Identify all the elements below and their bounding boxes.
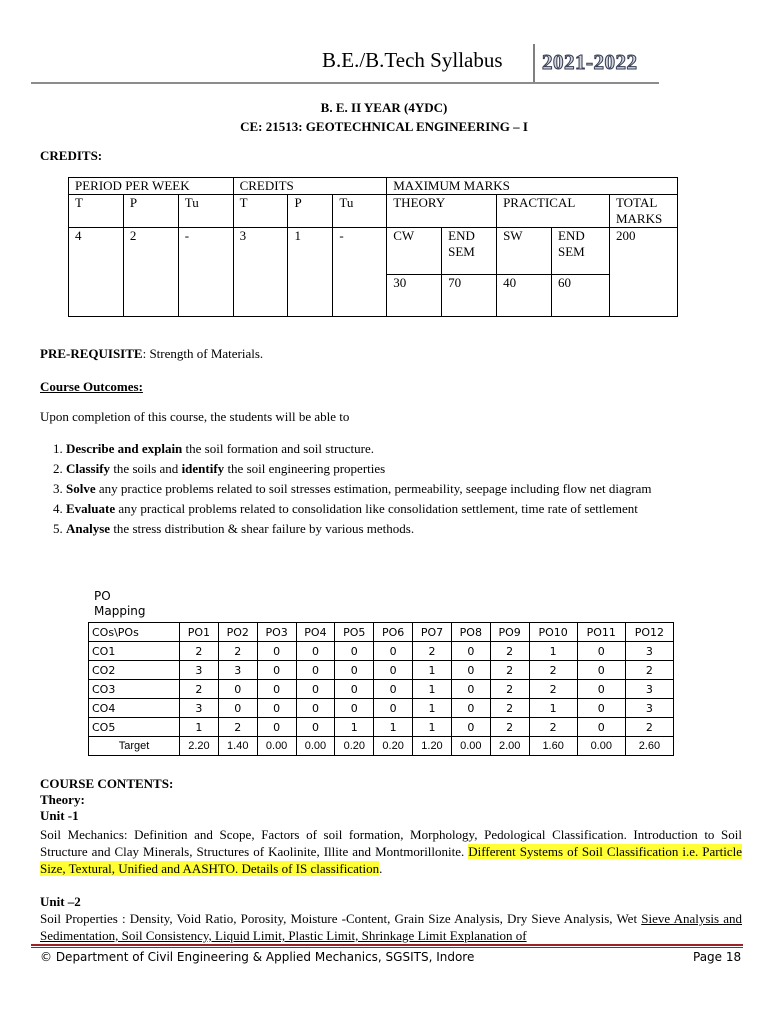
table-cell: 0 <box>577 642 625 661</box>
table-cell: 2 <box>490 642 529 661</box>
outcome-verb: Analyse <box>66 521 111 536</box>
table-cell: 1 <box>335 718 374 737</box>
po-header-cell: PO4 <box>296 623 335 642</box>
table-cell: 0 <box>296 718 335 737</box>
table-cell: 0 <box>257 661 296 680</box>
target-cell: 2.60 <box>625 737 673 756</box>
credits-label: CREDITS: <box>40 148 103 163</box>
outcome-item <box>66 459 746 479</box>
table-row <box>89 718 674 737</box>
table-cell: 0 <box>451 680 490 699</box>
practical-end-sem-value: 60 <box>552 274 610 316</box>
table-cell: 2 <box>413 642 452 661</box>
table-cell: 0 <box>577 699 625 718</box>
table-cell: 0 <box>296 642 335 661</box>
table-row <box>89 642 674 661</box>
course-contents-block <box>40 776 173 824</box>
po-header-cell: PO2 <box>218 623 257 642</box>
table-cell: 3 <box>625 680 673 699</box>
table-cell: 0 <box>257 718 296 737</box>
course-contents-heading: COURSE CONTENTS: <box>40 776 174 791</box>
table-cell: 0 <box>451 718 490 737</box>
table-cell: 1 <box>413 718 452 737</box>
target-cell: 2.00 <box>490 737 529 756</box>
period-p: P <box>123 195 178 228</box>
table-cell: 0 <box>296 699 335 718</box>
credit-t: T <box>233 195 288 228</box>
table-cell: 0 <box>577 718 625 737</box>
table-cell: 0 <box>335 699 374 718</box>
course-outcomes-list <box>40 439 746 539</box>
cw-header: CW <box>387 228 442 275</box>
unit2-content <box>40 910 742 944</box>
outcome-item <box>66 499 746 519</box>
table-cell: 0 <box>335 680 374 699</box>
theory-end-sem-value: 70 <box>442 274 497 316</box>
table-cell: 2 <box>490 680 529 699</box>
table-cell: 2 <box>529 661 577 680</box>
table-cell: 0 <box>374 642 413 661</box>
po-mapping-table <box>88 622 674 756</box>
footer-rule <box>31 944 743 946</box>
target-label: Target <box>89 737 180 756</box>
table-cell: 1 <box>413 680 452 699</box>
table-cell: 3 <box>180 699 219 718</box>
target-cell: 1.20 <box>413 737 452 756</box>
target-row <box>89 737 674 756</box>
table-cell: CO3 <box>89 680 180 699</box>
table-cell: 0 <box>257 642 296 661</box>
target-cell: 0.00 <box>451 737 490 756</box>
target-cell: 2.20 <box>180 737 219 756</box>
period-t: T <box>69 195 124 228</box>
table-cell: 0 <box>218 680 257 699</box>
table-cell: CO4 <box>89 699 180 718</box>
credit-p-value: 1 <box>288 228 333 317</box>
po-header-cell: PO6 <box>374 623 413 642</box>
table-cell: 2 <box>529 718 577 737</box>
table-cell: 0 <box>335 642 374 661</box>
target-cell: 1.40 <box>218 737 257 756</box>
outcome-item <box>66 519 746 539</box>
theory-header: THEORY <box>387 195 497 228</box>
table-cell: 2 <box>218 718 257 737</box>
table-cell: 3 <box>625 699 673 718</box>
outcome-verb: Classify <box>66 461 111 476</box>
table-cell: 0 <box>374 699 413 718</box>
outcome-verb: identify <box>181 461 225 476</box>
table-cell: 1 <box>374 718 413 737</box>
po-header-cell: PO1 <box>180 623 219 642</box>
target-cell: 0.20 <box>374 737 413 756</box>
table-cell: 3 <box>625 642 673 661</box>
outcome-verb: Describe and explain <box>66 441 183 456</box>
unit2-underlined-text: Sieve Analysis and Sedimentation, Soil Consistency, Liquid Limit, Plastic Limit, Shrinkage Limit Explanation of <box>40 911 742 943</box>
target-cell: 0.00 <box>257 737 296 756</box>
practical-end-sem-header: END SEM <box>552 228 610 275</box>
unit1-heading: Unit -1 <box>40 808 79 823</box>
cw-value: 30 <box>387 274 442 316</box>
po-header-row <box>89 623 674 642</box>
target-cell: 0.00 <box>296 737 335 756</box>
table-cell: 2 <box>490 699 529 718</box>
table-cell: 2 <box>625 718 673 737</box>
table-cell: 0 <box>257 699 296 718</box>
table-row <box>89 661 674 680</box>
credit-t-value: 3 <box>233 228 288 317</box>
table-row <box>89 699 674 718</box>
po-header-cell: PO11 <box>577 623 625 642</box>
table-row <box>89 680 674 699</box>
course-outcomes-intro: Upon completion of this course, the students will be able to <box>40 409 350 424</box>
outcome-item <box>66 479 746 499</box>
table-cell: 2 <box>180 642 219 661</box>
table-cell: 2 <box>490 718 529 737</box>
po-header-cell: PO12 <box>625 623 673 642</box>
table-cell: 0 <box>374 680 413 699</box>
table-cell: 0 <box>257 680 296 699</box>
table-cell: CO5 <box>89 718 180 737</box>
practical-header: PRACTICAL <box>497 195 610 228</box>
credit-tu-value: - <box>333 228 387 317</box>
po-header-cell: PO8 <box>451 623 490 642</box>
credit-p: P <box>288 195 333 228</box>
table-cell: CO2 <box>89 661 180 680</box>
course-outcomes-heading: Course Outcomes: <box>40 379 143 394</box>
total-marks-value: 200 <box>609 228 677 317</box>
prerequisite-label: PRE-REQUISITE <box>40 346 143 361</box>
po-header-cell: PO10 <box>529 623 577 642</box>
unit1-end: . <box>379 861 383 876</box>
sw-value: 40 <box>497 274 552 316</box>
outcome-verb: Solve <box>66 481 96 496</box>
footer-department: © Department of Civil Engineering & Applied Mechanics, SGSITS, Indore <box>40 950 475 964</box>
outcome-verb: Evaluate <box>66 501 116 516</box>
unit1-text: Soil Mechanics: Definition and Scope, Factors of soil formation, Morphology, Pedological Classification. Introduction to Soil Structure and Clay Minerals, Structures of Kaolinite, Illite and Montmorillonite. <box>40 827 742 859</box>
credits-header: CREDITS <box>233 178 387 195</box>
table-cell: 1 <box>413 661 452 680</box>
table-cell: 3 <box>218 661 257 680</box>
prerequisite <box>40 346 263 362</box>
po-header-cell: PO3 <box>257 623 296 642</box>
table-cell: 0 <box>577 680 625 699</box>
target-cell: 0.00 <box>577 737 625 756</box>
sw-header: SW <box>497 228 552 275</box>
theory-heading: Theory: <box>40 792 85 807</box>
po-header-cell: COs\POs <box>89 623 180 642</box>
table-cell: 1 <box>529 699 577 718</box>
po-header-cell: PO7 <box>413 623 452 642</box>
unit2-text: Soil Properties : Density, Void Ratio, Porosity, Moisture -Content, Grain Size Analysis, Dry Sieve Analysis, Wet <box>40 911 642 926</box>
period-tu: Tu <box>178 195 233 228</box>
po-header-cell: PO5 <box>335 623 374 642</box>
outcome-item <box>66 439 746 459</box>
table-cell: 2 <box>529 680 577 699</box>
credit-tu: Tu <box>333 195 387 228</box>
table-cell: 2 <box>625 661 673 680</box>
unit1-highlighted-text: Different Systems of Soil Classification i.e. Particle Size, Textural, Unified and AASHTO. Details of IS classification <box>40 844 743 876</box>
table-cell: 0 <box>451 699 490 718</box>
outcome-text: the soils and <box>110 461 182 476</box>
outcome-text: any practical problems related to consolidation like consolidation settlement, time rate of settlement <box>115 501 638 516</box>
footer-rule-thin <box>31 947 743 948</box>
outcome-text: the soil engineering properties <box>224 461 386 476</box>
target-cell: 1.60 <box>529 737 577 756</box>
period-tu-value: - <box>178 228 233 317</box>
table-cell: 0 <box>218 699 257 718</box>
table-cell: 1 <box>180 718 219 737</box>
table-cell: 0 <box>577 661 625 680</box>
period-per-week-header: PERIOD PER WEEK <box>69 178 234 195</box>
table-cell: 2 <box>490 661 529 680</box>
outcome-text: the soil formation and soil structure. <box>182 441 375 456</box>
theory-end-sem-header: END SEM <box>442 228 497 275</box>
credits-table <box>68 177 678 317</box>
table-cell: 3 <box>180 661 219 680</box>
header-year: 2021-2022 <box>542 50 638 74</box>
course-year-line: B. E. II YEAR (4YDC) <box>320 100 448 115</box>
period-t-value: 4 <box>69 228 124 317</box>
table-cell: 1 <box>413 699 452 718</box>
table-cell: 0 <box>335 661 374 680</box>
table-cell: 0 <box>451 642 490 661</box>
footer-page-number: Page 18 <box>693 950 742 964</box>
header-divider <box>533 44 535 84</box>
table-cell: 0 <box>374 661 413 680</box>
table-cell: 2 <box>180 680 219 699</box>
header-rule <box>31 82 659 84</box>
maximum-marks-header: MAXIMUM MARKS <box>387 178 678 195</box>
total-marks-header: TOTAL MARKS <box>609 195 677 228</box>
table-cell: CO1 <box>89 642 180 661</box>
table-cell: 0 <box>296 680 335 699</box>
header-title: B.E./B.Tech Syllabus <box>322 48 503 72</box>
outcome-text: the stress distribution & shear failure by various methods. <box>110 521 415 536</box>
unit2-heading: Unit –2 <box>40 894 81 909</box>
course-code-line: CE: 21513: GEOTECHNICAL ENGINEERING – I <box>240 119 528 134</box>
po-mapping-label <box>94 589 146 619</box>
po-mapping-label-line2: Mapping <box>94 604 146 618</box>
table-cell: 0 <box>451 661 490 680</box>
prerequisite-value: : Strength of Materials. <box>142 346 264 361</box>
outcome-text: any practice problems related to soil stresses estimation, permeability, seepage including flow net diagram <box>95 481 652 496</box>
table-cell: 1 <box>529 642 577 661</box>
po-mapping-label-line1: PO <box>94 589 111 603</box>
target-cell: 0.20 <box>335 737 374 756</box>
period-p-value: 2 <box>123 228 178 317</box>
po-header-cell: PO9 <box>490 623 529 642</box>
unit1-content <box>40 826 742 877</box>
table-cell: 2 <box>218 642 257 661</box>
table-cell: 0 <box>296 661 335 680</box>
